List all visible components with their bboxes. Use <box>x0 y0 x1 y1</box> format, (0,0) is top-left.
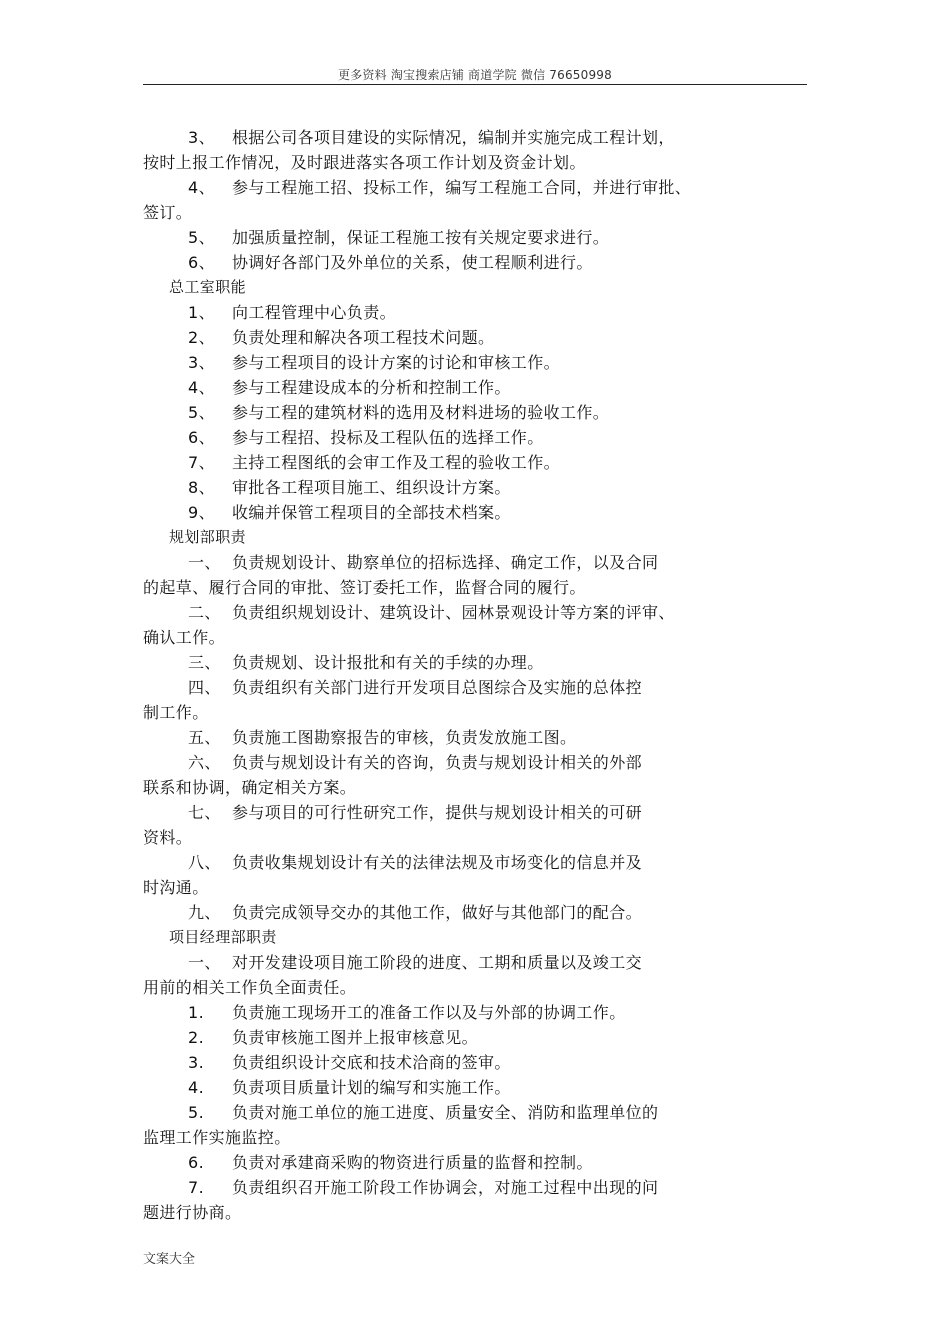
item-text: 负责组织召开施工阶段工作协调会，对施工过程中出现的问 <box>232 1178 659 1197</box>
list-item <box>143 425 807 450</box>
list-item <box>143 1075 807 1100</box>
list-item <box>143 550 807 575</box>
item-number: 6. <box>188 1153 205 1172</box>
list-item <box>143 375 807 400</box>
item-number: 3、 <box>188 353 215 372</box>
continuation-line: 联系和协调，确定相关方案。 <box>143 778 357 797</box>
document-body <box>143 125 807 1225</box>
item-number: 8、 <box>188 478 215 497</box>
continuation-line: 签订。 <box>143 203 193 222</box>
continuation-line: 资料。 <box>143 828 193 847</box>
item-number: 一、 <box>188 553 221 572</box>
item-number: 1. <box>188 1003 205 1022</box>
header-divider <box>143 84 807 85</box>
item-number: 7. <box>188 1178 205 1197</box>
continuation-line: 时沟通。 <box>143 878 209 897</box>
item-text: 负责对施工单位的施工进度、质量安全、消防和监理单位的 <box>232 1103 659 1122</box>
item-text: 根据公司各项目建设的实际情况，编制并实施完成工程计划， <box>232 128 675 147</box>
item-text: 对开发建设项目施工阶段的进度、工期和质量以及竣工交 <box>232 953 643 972</box>
list-item <box>143 950 807 975</box>
item-number: 七、 <box>188 803 221 822</box>
continuation-line: 确认工作。 <box>143 628 226 647</box>
item-number: 六、 <box>188 753 221 772</box>
continuation-line: 按时上报工作情况，及时跟进落实各项工作计划及资金计划。 <box>143 153 586 172</box>
page-footer: 文案大全 <box>143 1252 196 1267</box>
item-text: 负责施工现场开工的准备工作以及与外部的协调工作。 <box>232 1003 626 1022</box>
list-item <box>143 450 807 475</box>
item-text: 参与工程项目的设计方案的讨论和审核工作。 <box>232 353 561 372</box>
list-item <box>143 600 807 625</box>
item-text: 参与工程的建筑材料的选用及材料进场的验收工作。 <box>232 403 610 422</box>
list-item <box>143 1175 807 1200</box>
item-text: 参与工程招、投标及工程队伍的选择工作。 <box>232 428 544 447</box>
item-text: 负责规划设计、勘察单位的招标选择、确定工作，以及合同 <box>232 553 659 572</box>
item-number: 6、 <box>188 428 215 447</box>
item-text: 协调好各部门及外单位的关系，使工程顺利进行。 <box>232 253 593 272</box>
item-text: 向工程管理中心负责。 <box>232 303 397 322</box>
item-text: 主持工程图纸的会审工作及工程的验收工作。 <box>232 453 561 472</box>
item-number: 1、 <box>188 303 215 322</box>
item-number: 6、 <box>188 253 215 272</box>
continuation-line: 的起草、履行合同的审批、签订委托工作，监督合同的履行。 <box>143 578 586 597</box>
continuation-line: 制工作。 <box>143 703 209 722</box>
item-number: 八、 <box>188 853 221 872</box>
list-item <box>143 300 807 325</box>
item-text: 收编并保管工程项目的全部技术档案。 <box>232 503 511 522</box>
list-item <box>143 1150 807 1175</box>
list-item <box>143 850 807 875</box>
list-item <box>143 1050 807 1075</box>
list-item <box>143 800 807 825</box>
item-text: 负责与规划设计有关的咨询，负责与规划设计相关的外部 <box>232 753 643 772</box>
list-item <box>143 1000 807 1025</box>
item-number: 3. <box>188 1053 205 1072</box>
list-item <box>143 900 807 925</box>
item-number: 9、 <box>188 503 215 522</box>
item-text: 加强质量控制，保证工程施工按有关规定要求进行。 <box>232 228 610 247</box>
item-text: 负责对承建商采购的物资进行质量的监督和控制。 <box>232 1153 593 1172</box>
item-number: 4、 <box>188 378 215 397</box>
item-text: 负责组织有关部门进行开发项目总图综合及实施的总体控 <box>232 678 643 697</box>
item-number: 5、 <box>188 403 215 422</box>
item-text: 参与工程建设成本的分析和控制工作。 <box>232 378 511 397</box>
list-item <box>143 675 807 700</box>
continuation-line: 题进行协商。 <box>143 1203 242 1222</box>
item-number: 五、 <box>188 728 221 747</box>
item-text: 负责施工图勘察报告的审核，负责发放施工图。 <box>232 728 577 747</box>
item-number: 四、 <box>188 678 221 697</box>
item-number: 三、 <box>188 653 221 672</box>
item-text: 负责组织规划设计、建筑设计、园林景观设计等方案的评审、 <box>232 603 675 622</box>
list-item <box>143 400 807 425</box>
page-header: 更多资料 淘宝搜索店铺 商道学院 微信 76650998 <box>338 68 612 82</box>
item-number: 5. <box>188 1103 205 1122</box>
section-heading-planning-dept: 规划部职责 <box>169 528 247 546</box>
item-text: 负责审核施工图并上报审核意见。 <box>232 1028 479 1047</box>
list-item <box>143 250 807 275</box>
section-heading-project-management: 项目经理部职责 <box>169 928 277 946</box>
item-number: 一、 <box>188 953 221 972</box>
section-heading-chief-engineer: 总工室职能 <box>169 278 247 296</box>
list-item <box>143 225 807 250</box>
item-number: 7、 <box>188 453 215 472</box>
list-item <box>143 725 807 750</box>
list-item <box>143 325 807 350</box>
list-item <box>143 175 807 200</box>
item-number: 4. <box>188 1078 205 1097</box>
list-item <box>143 125 807 150</box>
item-text: 负责组织设计交底和技术洽商的签审。 <box>232 1053 511 1072</box>
list-item <box>143 650 807 675</box>
list-item <box>143 350 807 375</box>
item-number: 九、 <box>188 903 221 922</box>
item-text: 负责项目质量计划的编写和实施工作。 <box>232 1078 511 1097</box>
item-text: 负责完成领导交办的其他工作，做好与其他部门的配合。 <box>232 903 643 922</box>
item-text: 负责处理和解决各项工程技术问题。 <box>232 328 495 347</box>
item-number: 4、 <box>188 178 215 197</box>
item-number: 5、 <box>188 228 215 247</box>
item-number: 2、 <box>188 328 215 347</box>
item-text: 负责规划、设计报批和有关的手续的办理。 <box>232 653 544 672</box>
list-item <box>143 1025 807 1050</box>
list-item <box>143 500 807 525</box>
list-item <box>143 750 807 775</box>
item-number: 二、 <box>188 603 221 622</box>
item-number: 3、 <box>188 128 215 147</box>
item-text: 负责收集规划设计有关的法律法规及市场变化的信息并及 <box>232 853 643 872</box>
continuation-line: 用前的相关工作负全面责任。 <box>143 978 357 997</box>
list-item <box>143 475 807 500</box>
item-text: 参与项目的可行性研究工作，提供与规划设计相关的可研 <box>232 803 643 822</box>
list-item <box>143 1100 807 1125</box>
item-number: 2. <box>188 1028 205 1047</box>
item-text: 参与工程施工招、投标工作，编写工程施工合同，并进行审批、 <box>232 178 692 197</box>
item-text: 审批各工程项目施工、组织设计方案。 <box>232 478 511 497</box>
continuation-line: 监理工作实施监控。 <box>143 1128 291 1147</box>
